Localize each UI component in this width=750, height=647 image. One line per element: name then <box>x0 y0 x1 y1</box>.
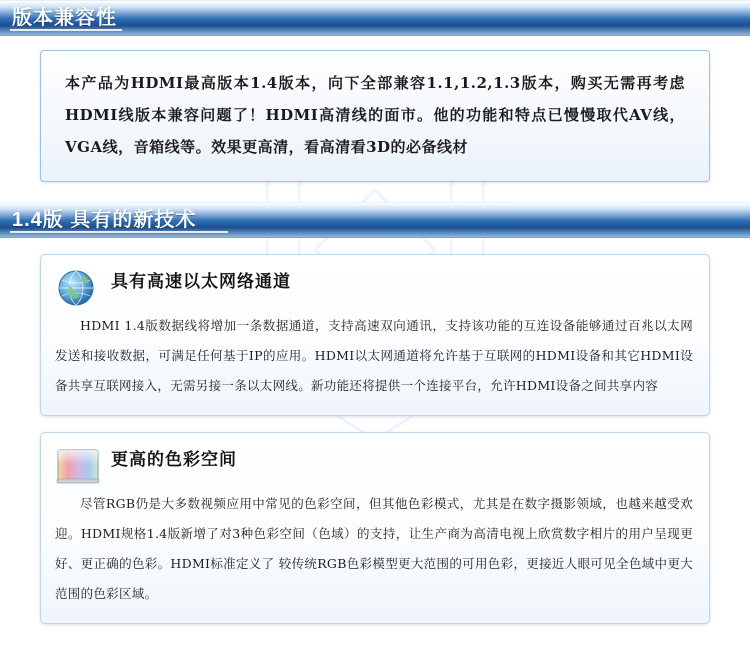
intro-panel <box>40 50 710 182</box>
section-header-new-tech <box>0 202 750 238</box>
feature-card-color-space <box>40 432 710 624</box>
card-body-ethernet: HDMI 1.4版数据线将增加一条数据通道，支持高速双向通讯，支持该功能的互连设备能够通过百兆以太网发送和接收数据，可满足任何基于IP的应用。HDMI以太网通道将允许基于互联网的HDMI设备和其它HDMI设备共享互联网接入，无需另接一条以太网线。新功能还将提供一个连接平台，允许HDMI设备之间共享内容 <box>55 318 693 393</box>
globe-icon <box>55 267 101 309</box>
spacer <box>0 36 750 50</box>
section-title-new-tech: 1.4版 具有的新技术 <box>12 209 197 231</box>
card-body-color-space: 尽管RGB仍是大多数视频应用中常见的色彩空间，但其他色彩模式，尤其是在数字摄影领域，也越来越受欢迎。HDMI规格1.4版新增了对3种色彩空间（色域）的支持，让生产商为高清电视上欣赏数字相片的用户呈现更好、更正确的色彩。HDMI标准定义了 较传统RGB色彩模型更大范围的可用色彩，更接近人眼可见全色域中更大范围的色彩区域。 <box>55 496 693 601</box>
card-title-color-space: 更高的色彩空间 <box>111 450 237 470</box>
card-title-ethernet: 具有高速以太网络通道 <box>111 272 291 292</box>
feature-card-ethernet <box>40 254 710 416</box>
color-palette-icon <box>55 445 101 487</box>
spacer <box>0 182 750 202</box>
intro-section <box>0 50 750 182</box>
section-title-underline <box>10 29 122 31</box>
section-title-compat: 版本兼容性 <box>12 7 117 29</box>
card-header <box>55 443 693 487</box>
card-header <box>55 265 693 309</box>
feature-card-list <box>0 238 750 624</box>
section-header-compat <box>0 0 750 36</box>
section-title-underline <box>10 231 228 233</box>
intro-text: 本产品为HDMI最高版本1.4版本，向下全部兼容1.1,1.2,1.3版本，购买无需再考虑HDMI线版本兼容问题了！HDMI高清线的面市。他的功能和特点已慢慢取代AV线，VGA线，音箱线等。效果更高清，看高清看3D的必备线材 <box>65 74 685 156</box>
